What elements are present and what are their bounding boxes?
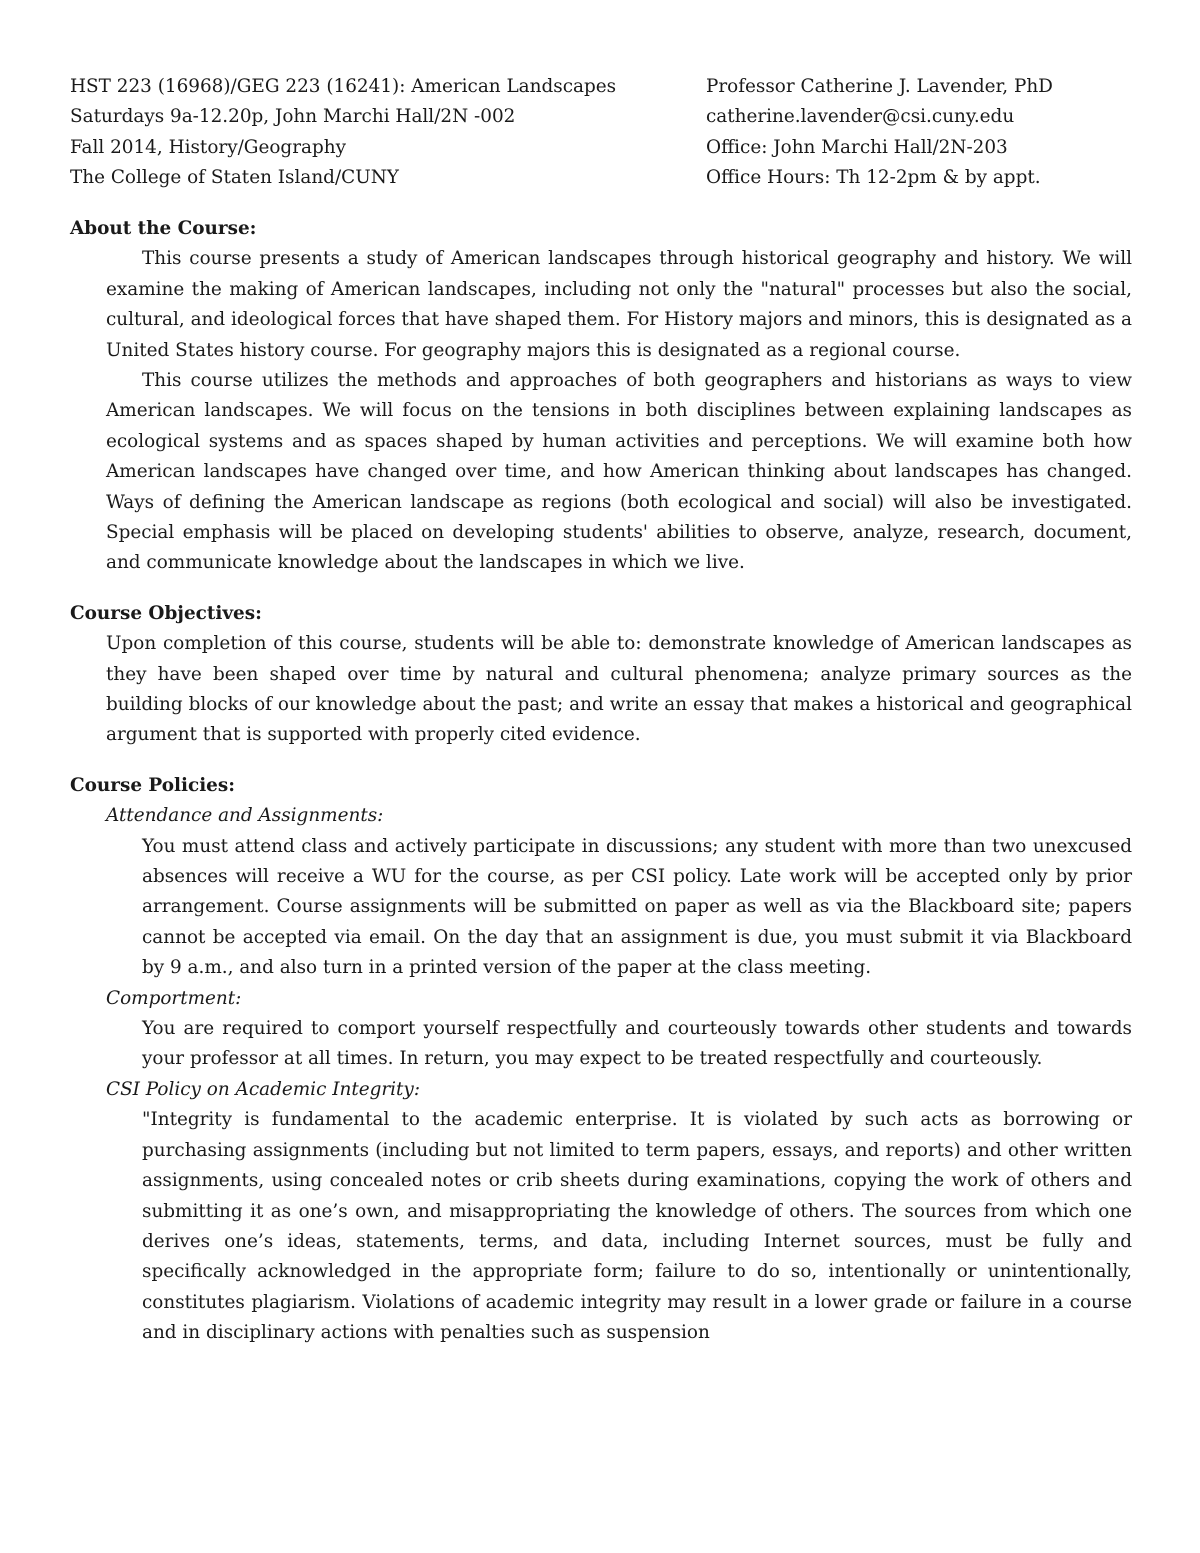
- course-institution: The College of Staten Island/CUNY: [70, 167, 399, 189]
- policies-heading: Course Policies:: [70, 774, 236, 796]
- syllabus-body: [70, 214, 1132, 1349]
- about-heading: About the Course:: [70, 218, 257, 239]
- course-info: [70, 72, 616, 194]
- integrity-subheading: CSI Policy on Academic Integrity:: [106, 1078, 421, 1100]
- objectives-paragraph: Upon completion of this course, students will be able to: demonstrate knowledge of American landscapes as they have been shaped over time by natural and cultural phenomena; analyze primary sources as the building blocks of our knowledge about the past; and write an essay that makes a historical and geographical argument that is supported with properly cited evidence.: [106, 633, 1132, 746]
- objectives-heading: Course Objectives:: [70, 602, 262, 624]
- comportment-paragraph: You are required to comport yourself respectfully and courteously towards other students and towards your professor at all times. In return, you may expect to be treated respectfully and courteously.: [142, 1018, 1132, 1070]
- comportment-subheading: Comportment:: [106, 987, 242, 1009]
- instructor-name: Professor Catherine J. Lavender, PhD: [706, 76, 1053, 97]
- course-header: [70, 72, 1150, 196]
- course-term: Fall 2014, History/Geography: [70, 136, 346, 158]
- instructor-office-hours: Office Hours: Th 12-2pm & by appt.: [706, 167, 1041, 189]
- instructor-info: [706, 72, 1053, 194]
- attendance-paragraph: You must attend class and actively participate in discussions; any student with more than two unexcused absences will receive a WU for the course, as per CSI policy. Late work will be accepted only by prior arrangement. Course assignments will be submitted on paper as well as via the Blackboard site; papers cannot be accepted via email. On the day that an assignment is due, you must submit it via Blackboard by 9 a.m., and also turn in a printed version of the paper at the class meeting.: [142, 835, 1132, 979]
- section-gap: [70, 751, 1132, 771]
- about-paragraph-1: This course presents a study of American landscapes through historical geography and history. We will examine the making of American landscapes, including not only the "natural" processes but also the social, cultural, and ideological forces that have shaped them. For History majors and minors, this is designated as a United States history course. For geography majors this is designated as a regional course.: [106, 248, 1132, 361]
- section-gap: [70, 579, 1132, 599]
- about-paragraph-2: This course utilizes the methods and approaches of both geographers and historians as ways to view American landscapes. We will focus on the tensions in both disciplines between explaining landscapes as ecological systems and as spaces shaped by human activities and perceptions. We will examine both how American landscapes have changed over time, and how American thinking about landscapes has changed. Ways of defining the American landscape as regions (both ecological and social) will also be investigated. Special emphasis will be placed on developing students' abilities to observe, analyze, research, document, and communicate knowledge about the landscapes in which we live.: [106, 370, 1132, 574]
- course-title: HST 223 (16968)/GEG 223 (16241): American Landscapes: [70, 76, 617, 97]
- instructor-email: catherine.lavender@csi.cuny.edu: [706, 106, 1015, 128]
- attendance-subheading: Attendance and Assignments:: [106, 805, 384, 827]
- instructor-office: Office: John Marchi Hall/2N-203: [706, 136, 1008, 158]
- integrity-paragraph: "Integrity is fundamental to the academic enterprise. It is violated by such acts as borrowing or purchasing assignments (including but not limited to term papers, essays, and reports) and other written assignments, using concealed notes or crib sheets during examinations, copying the work of others and submitting it as one’s own, and misappropriating the knowledge of others. The sources from which one derives one’s ideas, statements, terms, and data, including Internet sources, must be fully and specifically acknowledged in the appropriate form; failure to do so, intentionally or unintentionally, constitutes plagiarism. Violations of academic integrity may result in a lower grade or failure in a course and in disciplinary actions with penalties such as suspension: [142, 1109, 1132, 1344]
- course-schedule: Saturdays 9a-12.20p, John Marchi Hall/2N -002: [70, 106, 516, 128]
